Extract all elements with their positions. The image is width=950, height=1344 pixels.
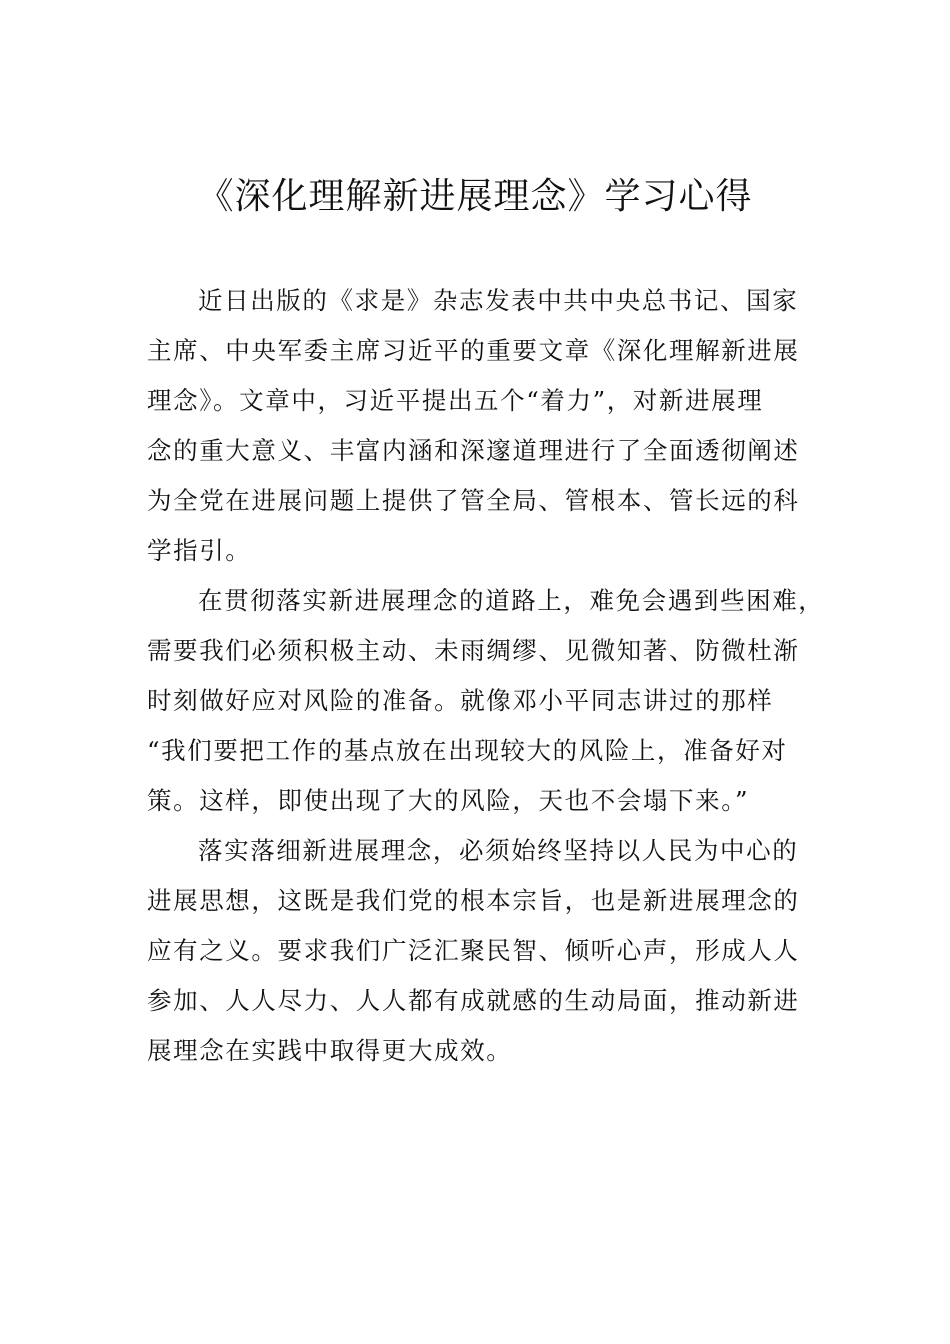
paragraph-1-line-4: 念的重大意义、丰富内涵和深邃道理进行了全面透彻阐述 bbox=[147, 436, 800, 465]
paragraph-1-line-5: 为全党在进展问题上提供了管全局、管根本、管长远的科 bbox=[147, 486, 800, 515]
paragraph-2-line-5: 策。这样，即使出现了大的风险，天也不会塌下来。” bbox=[147, 786, 750, 815]
paragraph-3-line-2: 进展思想，这既是我们党的根本宗旨，也是新进展理念的 bbox=[147, 886, 800, 915]
paragraph-2-line-3: 时刻做好应对风险的准备。就像邓小平同志讲过的那样 bbox=[147, 686, 774, 715]
document-body bbox=[147, 276, 827, 1076]
paragraph-3-line-1: 落实落细新进展理念，必须始终坚持以人民为中心的 bbox=[198, 836, 799, 865]
paragraph-3-line-3: 应有之义。要求我们广泛汇聚民智、倾听心声，形成人人 bbox=[147, 936, 800, 965]
paragraph-2-line-1: 在贯彻落实新进展理念的道路上，难免会遇到些困难， bbox=[198, 586, 825, 615]
document-title: 《深化理解新进展理念》学习心得 bbox=[197, 176, 753, 217]
paragraph-1-line-2: 主席、中央军委主席习近平的重要文章《深化理解新进展 bbox=[147, 336, 800, 365]
paragraph-3-line-5: 展理念在实践中取得更大成效。 bbox=[147, 1036, 513, 1065]
paragraph-1-line-3: 理念》。文章中，习近平提出五个“着力”，对新进展理 bbox=[147, 386, 764, 415]
paragraph-2-line-2: 需要我们必须积极主动、未雨绸缪、见微知著、防微杜渐 bbox=[147, 636, 800, 665]
paragraph-1-line-6: 学指引。 bbox=[147, 536, 252, 565]
paragraph-1-line-1: 近日出版的《求是》杂志发表中共中央总书记、国家 bbox=[198, 286, 799, 315]
paragraph-3-line-4: 参加、人人尽力、人人都有成就感的生动局面，推动新进 bbox=[147, 986, 800, 1015]
paragraph-2-line-4: “我们要把工作的基点放在出现较大的风险上，准备好对 bbox=[147, 736, 788, 765]
